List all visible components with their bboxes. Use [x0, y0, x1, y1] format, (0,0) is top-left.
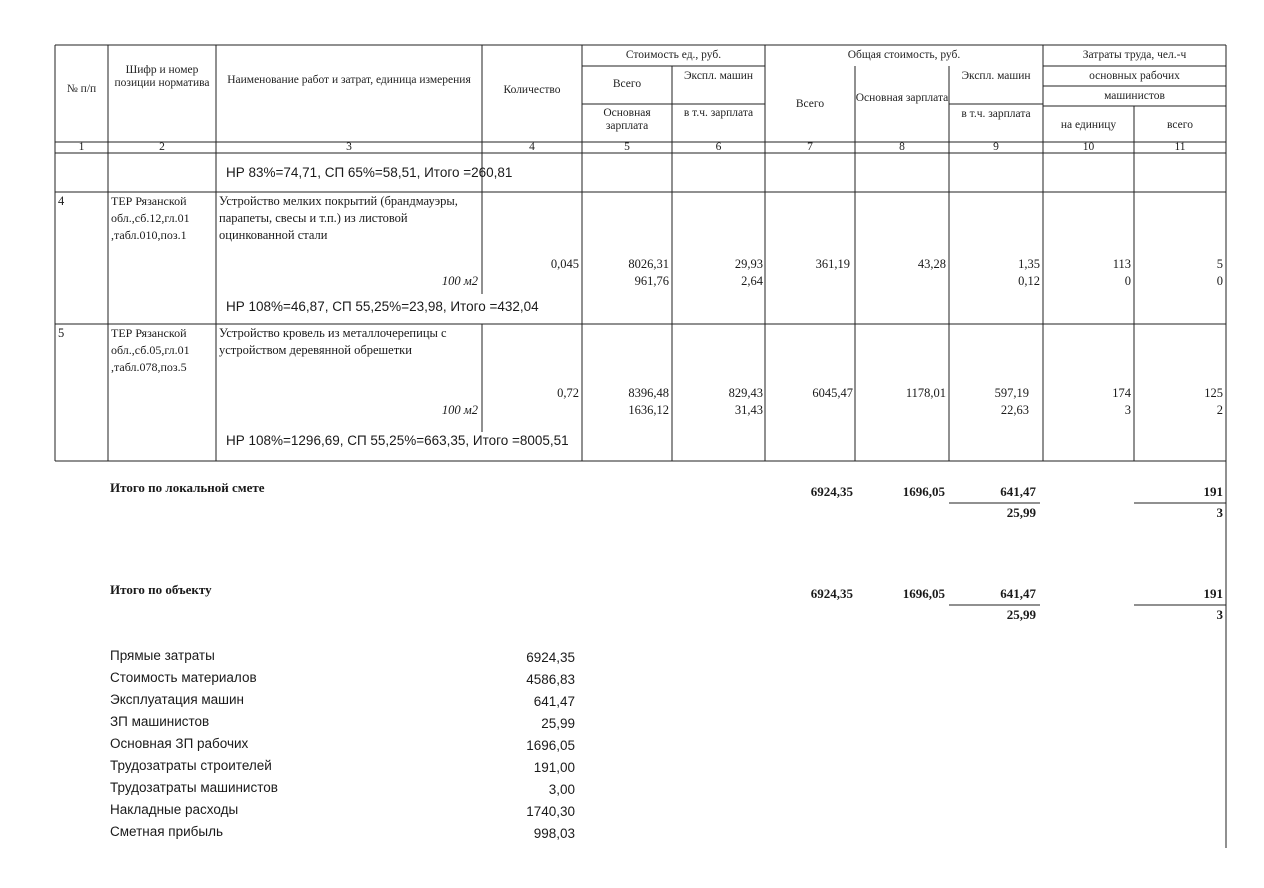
header-col-no: № п/п	[66, 83, 97, 95]
header-unit-total: Всего	[612, 78, 642, 90]
row-labor-total-main: 125	[1204, 386, 1223, 400]
col-number: 3	[346, 141, 352, 153]
row-total-wage: 43,28	[917, 257, 946, 271]
totals-local-machines-wage: 25,99	[1006, 505, 1036, 520]
totals-object-total: 6924,35	[810, 586, 853, 601]
header-labor-main: основных рабочих	[1089, 70, 1180, 82]
row-labor-unit-mach: 3	[1124, 403, 1131, 417]
row-total: 6045,47	[812, 386, 853, 400]
header-labor-mach: машинистов	[1104, 90, 1165, 102]
row-labor-unit-mach: 0	[1124, 274, 1131, 288]
overhead-line: НР 83%=74,71, СП 65%=58,51, Итого =260,81	[226, 165, 513, 180]
row-unit: 100 м2	[441, 403, 478, 417]
row-unit-wage: 1636,12	[628, 403, 669, 417]
totals-local-machines: 641,47	[1000, 484, 1036, 499]
row-labor-unit-main: 113	[1112, 257, 1131, 271]
header-labor-per-unit: на единицу	[1060, 119, 1117, 131]
row-total-machines-wage: 0,12	[1018, 274, 1040, 288]
totals-object-machines-wage: 25,99	[1006, 607, 1036, 622]
overhead-line: НР 108%=1296,69, СП 55,25%=663,35, Итого =8005,51	[226, 433, 569, 448]
summary-value: 25,99	[541, 716, 575, 731]
header-labor: Затраты труда, чел.-ч	[1082, 49, 1187, 61]
row-number: 5	[58, 326, 65, 340]
row-unit: 100 м2	[441, 274, 478, 288]
header-unit-wage: Основная зарплата	[603, 107, 651, 132]
row-unit-machines: 29,93	[734, 257, 763, 271]
totals-object-label: Итого по объекту	[110, 582, 212, 597]
totals-object-labor-mach: 3	[1216, 607, 1223, 622]
header-col-code: Шифр и номер позиции норматива	[114, 64, 210, 89]
summary-label: Прямые затраты	[110, 648, 215, 663]
row-labor-unit-main: 174	[1112, 386, 1131, 400]
row-qty: 0,72	[557, 386, 579, 400]
row-unit-machines-wage: 31,43	[734, 403, 763, 417]
row-number: 4	[58, 194, 65, 208]
row-name: Устройство кровель из металлочерепицы с устройством деревянной обрешетки	[219, 326, 447, 357]
col-number: 5	[624, 141, 630, 153]
summary-label: Трудозатраты машинистов	[110, 780, 278, 795]
summary-value: 641,47	[533, 694, 575, 709]
summary-label: Накладные расходы	[110, 802, 239, 817]
summary-value: 191,00	[533, 760, 575, 775]
col-number: 7	[807, 141, 813, 153]
row-total-machines: 1,35	[1018, 257, 1040, 271]
header-total-machines-wage: в т.ч. зарплата	[961, 108, 1031, 120]
col-number: 8	[899, 141, 905, 153]
header-col-name: Наименование работ и затрат, единица измерения	[227, 74, 471, 86]
row-labor-total-mach: 2	[1216, 403, 1223, 417]
col-number: 2	[159, 141, 165, 153]
row-qty: 0,045	[550, 257, 579, 271]
row-total-wage: 1178,01	[905, 386, 946, 400]
summary-label: Стоимость материалов	[110, 670, 257, 685]
col-number: 9	[993, 141, 999, 153]
row-name: Устройство мелких покрытий (брандмауэры, парапеты, свесы и т.п.) из листовой оцинкованной стали	[219, 194, 458, 242]
header-total-machines: Экспл. машин	[961, 70, 1031, 82]
col-number: 10	[1082, 141, 1095, 153]
totals-local-label: Итого по локальной смете	[110, 480, 265, 495]
col-number: 1	[78, 141, 85, 153]
summary-value: 3,00	[548, 782, 575, 797]
row-total: 361,19	[815, 257, 850, 271]
summary-value: 6924,35	[526, 650, 575, 665]
row-total-machines: 597,19	[994, 386, 1029, 400]
row-unit-machines-wage: 2,64	[741, 274, 763, 288]
row-unit-total: 8396,48	[628, 386, 669, 400]
summary-label: ЗП машинистов	[110, 714, 210, 729]
row-code: ТЕР Рязанской обл.,сб.12,гл.01 ,табл.010,поз.1	[111, 194, 190, 242]
summary-value: 1696,05	[526, 738, 575, 753]
header-total-wage: Основная зарплата	[855, 92, 949, 104]
totals-local-labor-mach: 3	[1216, 505, 1223, 520]
row-labor-total-main: 5	[1216, 257, 1223, 271]
totals-object-wage: 1696,05	[902, 586, 945, 601]
row-unit-total: 8026,31	[628, 257, 669, 271]
row-labor-total-mach: 0	[1216, 274, 1223, 288]
totals-object-machines: 641,47	[1000, 586, 1036, 601]
header-total-all: Всего	[795, 98, 825, 110]
summary-label: Основная ЗП рабочих	[110, 736, 249, 751]
header-labor-total: всего	[1167, 119, 1193, 131]
totals-local-wage: 1696,05	[902, 484, 945, 499]
totals-local-total: 6924,35	[810, 484, 853, 499]
summary-value: 4586,83	[526, 672, 575, 687]
row-total-machines-wage: 22,63	[1000, 403, 1029, 417]
summary-label: Сметная прибыль	[110, 824, 224, 839]
header-col-qty: Количество	[503, 84, 561, 96]
col-number: 4	[529, 141, 535, 153]
row-unit-wage: 961,76	[634, 274, 669, 288]
summary-value: 1740,30	[526, 804, 575, 819]
summary-value: 998,03	[533, 826, 575, 841]
row-unit-machines: 829,43	[728, 386, 763, 400]
totals-local-labor: 191	[1203, 484, 1223, 499]
summary-label: Эксплуатация машин	[110, 692, 244, 707]
summary-label: Трудозатраты строителей	[110, 758, 272, 773]
header-unit-cost: Стоимость ед., руб.	[625, 49, 722, 61]
row-code: ТЕР Рязанской обл.,сб.05,гл.01 ,табл.078,поз.5	[111, 326, 190, 374]
header-unit-machines: Экспл. машин	[683, 70, 754, 82]
col-number: 6	[715, 141, 722, 153]
overhead-line: НР 108%=46,87, СП 55,25%=23,98, Итого =432,04	[226, 299, 539, 314]
header-total-cost: Общая стоимость, руб.	[847, 49, 961, 61]
totals-object-labor: 191	[1203, 586, 1223, 601]
col-number: 11	[1174, 141, 1186, 153]
header-unit-machines-wage: в т.ч. зарплата	[683, 107, 754, 119]
